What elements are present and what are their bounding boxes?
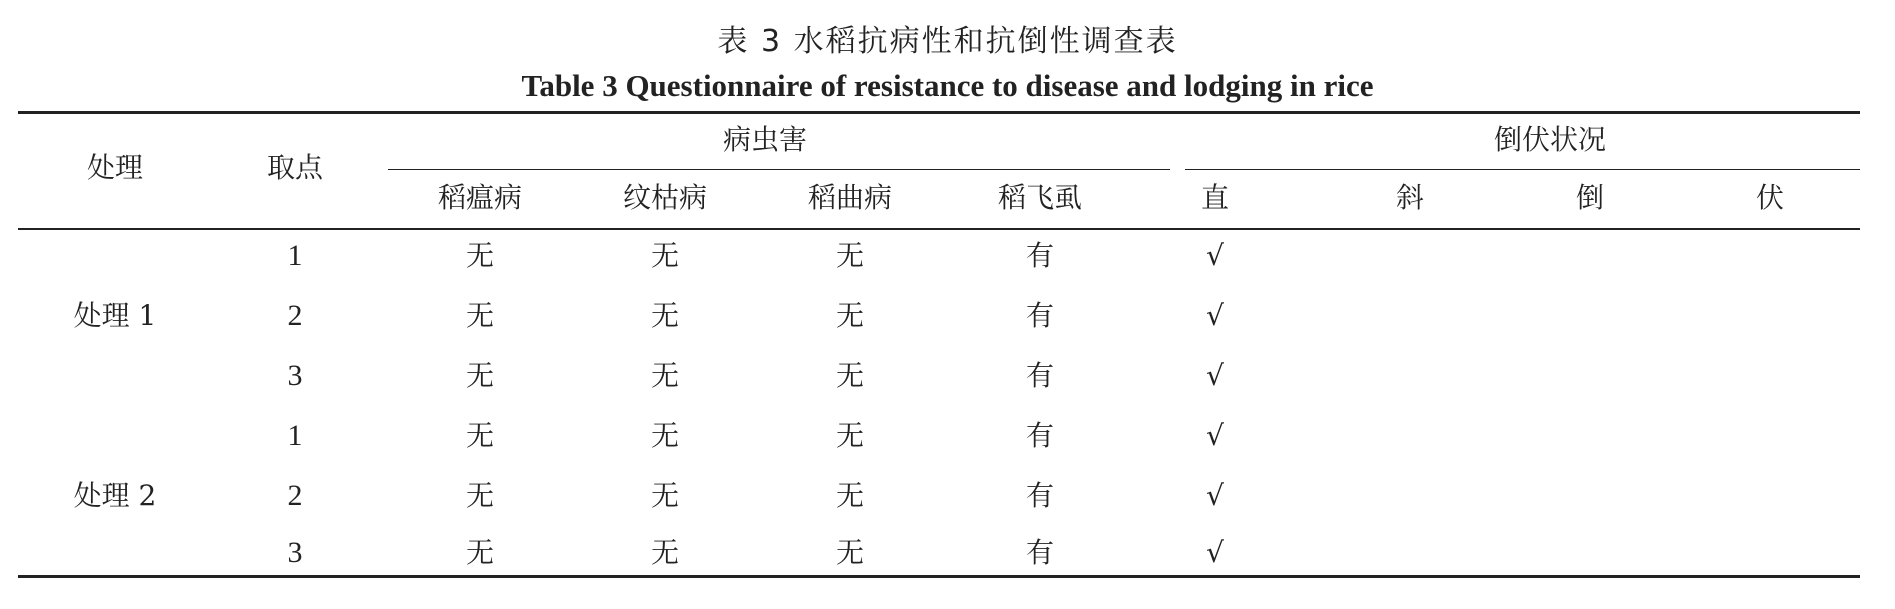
cell-sheath-blight: 无 <box>650 479 679 512</box>
cell-sheath-blight: 无 <box>650 239 679 272</box>
cell-rice-blast: 无 <box>465 299 494 332</box>
cell-planthopper: 有 <box>1025 239 1054 272</box>
cell-false-smut: 无 <box>835 536 864 569</box>
table-caption-cn: 表 3 水稻抗病性和抗倒性调查表 <box>717 24 1178 59</box>
cell-false-smut: 无 <box>835 299 864 332</box>
cell-sheath-blight: 无 <box>650 536 679 569</box>
cell-upright: √ <box>1206 536 1224 569</box>
cell-rice-blast: 无 <box>465 239 494 272</box>
cell-upright: √ <box>1206 479 1224 512</box>
table-caption-en: Table 3 Questionnaire of resistance to disease and lodging in rice <box>521 68 1374 103</box>
cell-point: 2 <box>287 299 303 332</box>
cell-point: 2 <box>287 479 303 512</box>
cell-rice-blast: 无 <box>465 479 494 512</box>
cell-planthopper: 有 <box>1025 359 1054 392</box>
header-bottom-rule <box>18 228 1860 230</box>
cell-upright: √ <box>1206 299 1224 332</box>
cell-sheath-blight: 无 <box>650 359 679 392</box>
group-label-treatment-2: 处理 2 <box>73 479 157 512</box>
cell-false-smut: 无 <box>835 419 864 452</box>
cell-rice-blast: 无 <box>465 536 494 569</box>
cell-false-smut: 无 <box>835 239 864 272</box>
pests-group-rule <box>388 169 1170 170</box>
cell-upright: √ <box>1206 419 1224 452</box>
cell-rice-blast: 无 <box>465 419 494 452</box>
header-pests-group: 病虫害 <box>722 123 807 156</box>
header-treatment: 处理 <box>86 151 143 184</box>
header-inclined: 斜 <box>1395 181 1424 214</box>
cell-rice-blast: 无 <box>465 359 494 392</box>
header-planthopper: 稻飞虱 <box>997 181 1082 214</box>
cell-sheath-blight: 无 <box>650 299 679 332</box>
header-sampling-point: 取点 <box>266 151 323 184</box>
cell-point: 3 <box>287 359 303 392</box>
header-upright: 直 <box>1200 181 1229 214</box>
lodging-group-rule <box>1185 169 1860 170</box>
bottom-rule <box>18 575 1860 578</box>
cell-upright: √ <box>1206 359 1224 392</box>
header-lodging-group: 倒伏状况 <box>1493 123 1606 156</box>
top-rule <box>18 111 1860 114</box>
cell-planthopper: 有 <box>1025 536 1054 569</box>
cell-point: 1 <box>287 239 303 272</box>
cell-false-smut: 无 <box>835 479 864 512</box>
cell-sheath-blight: 无 <box>650 419 679 452</box>
header-lodged: 倒 <box>1575 181 1604 214</box>
cell-false-smut: 无 <box>835 359 864 392</box>
cell-point: 1 <box>287 419 303 452</box>
cell-planthopper: 有 <box>1025 419 1054 452</box>
cell-planthopper: 有 <box>1025 299 1054 332</box>
cell-upright: √ <box>1206 239 1224 272</box>
header-sheath-blight: 纹枯病 <box>622 181 707 214</box>
cell-planthopper: 有 <box>1025 479 1054 512</box>
header-rice-blast: 稻瘟病 <box>437 181 522 214</box>
group-label-treatment-1: 处理 1 <box>73 299 157 332</box>
header-false-smut: 稻曲病 <box>807 181 892 214</box>
header-prostrate: 伏 <box>1755 181 1784 214</box>
cell-point: 3 <box>287 536 303 569</box>
